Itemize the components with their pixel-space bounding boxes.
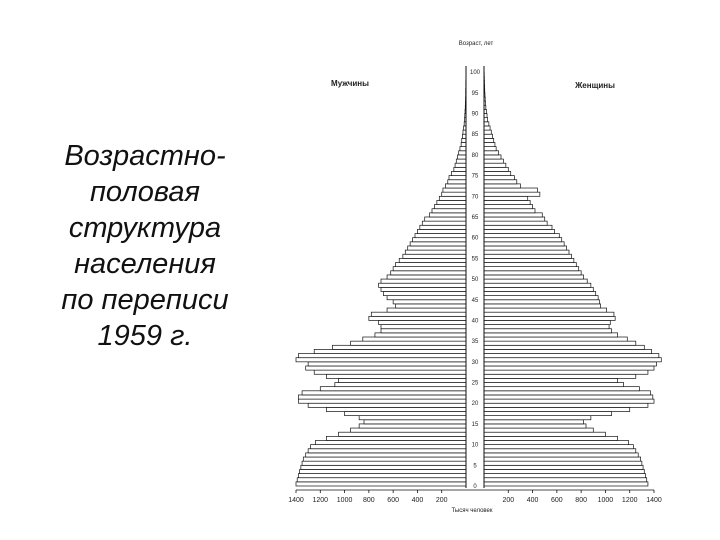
x-tick-label-right: 1200 (621, 497, 638, 504)
x-tick-label-left: 600 (387, 497, 399, 504)
bar-female-age-69 (484, 196, 528, 200)
bar-female-age-33 (484, 345, 644, 349)
bar-female-age-45 (484, 296, 598, 300)
bar-male-age-47 (381, 287, 466, 291)
bar-male-age-60 (415, 234, 466, 238)
bar-male-age-82 (461, 142, 466, 146)
bar-male-age-67 (434, 205, 466, 209)
bar-female-age-51 (484, 271, 581, 275)
bar-male-age-59 (413, 238, 466, 242)
bar-male-age-26 (326, 374, 466, 378)
bar-male-age-39 (379, 320, 466, 324)
bar-male-age-36 (375, 333, 466, 337)
bar-male-age-43 (396, 304, 466, 308)
bar-male-age-62 (420, 225, 466, 229)
x-tick-label-left: 1000 (336, 497, 353, 504)
slide-title-line: по переписи (61, 284, 229, 316)
bar-male-age-5 (302, 461, 466, 465)
bar-female-age-53 (484, 263, 576, 267)
bar-male-age-76 (454, 167, 466, 171)
bar-female-age-25 (484, 378, 618, 382)
bar-female-age-71 (484, 188, 537, 192)
bar-female-age-8 (484, 449, 636, 453)
bar-male-age-46 (383, 291, 466, 295)
bar-male-age-69 (439, 196, 466, 200)
age-tick-label: 85 (471, 132, 479, 139)
bar-male-age-38 (381, 325, 466, 329)
bar-female-age-12 (484, 432, 605, 436)
bar-female-age-77 (484, 163, 506, 167)
left-group-label: Мужчины (331, 79, 369, 88)
bar-female-age-68 (484, 200, 530, 204)
bar-male-age-51 (391, 271, 466, 275)
slide-title-line: Возрастно- (64, 140, 226, 172)
bar-male-age-54 (399, 258, 466, 262)
age-tick-label: 40 (471, 318, 479, 325)
bar-male-age-83 (462, 138, 466, 142)
bar-male-age-41 (371, 312, 466, 316)
bar-male-age-12 (339, 432, 467, 436)
bar-female-age-19 (484, 403, 648, 407)
bar-female-age-54 (484, 258, 574, 262)
bar-female-age-38 (484, 325, 609, 329)
bar-male-age-6 (303, 457, 466, 461)
bar-male-age-1 (297, 478, 466, 482)
bar-male-age-80 (459, 151, 466, 155)
x-tick-label-right: 400 (526, 497, 539, 504)
x-tick-label-left: 1400 (288, 497, 304, 504)
bar-male-age-34 (351, 341, 466, 345)
age-tick-label: 5 (473, 463, 477, 470)
bar-male-age-61 (417, 229, 466, 233)
bar-male-age-29 (308, 362, 466, 366)
age-tick-label: 95 (471, 90, 479, 97)
bar-male-age-2 (298, 474, 466, 478)
bar-female-age-63 (484, 221, 547, 225)
bar-male-age-28 (306, 366, 466, 370)
bar-male-age-84 (462, 134, 466, 138)
age-tick-label: 75 (471, 173, 479, 180)
age-tick-label: 20 (471, 401, 479, 408)
bar-male-age-58 (410, 242, 466, 246)
bar-male-age-7 (306, 453, 466, 457)
bar-male-age-66 (432, 209, 466, 213)
bar-female-age-70 (484, 192, 540, 196)
bar-female-age-56 (484, 250, 569, 254)
bar-male-age-50 (387, 275, 466, 279)
age-tick-label: 45 (471, 297, 479, 304)
bar-female-age-81 (484, 147, 496, 151)
bar-female-age-1 (484, 478, 647, 482)
bar-male-age-23 (320, 387, 466, 391)
bar-male-age-35 (363, 337, 466, 341)
bar-female-age-65 (484, 213, 542, 217)
x-tick-label-right: 1400 (646, 497, 662, 504)
bar-male-age-37 (381, 329, 466, 333)
bar-male-age-21 (298, 395, 466, 399)
bar-male-age-4 (301, 465, 466, 469)
bar-female-age-83 (484, 138, 494, 142)
bar-male-age-70 (442, 192, 466, 196)
bar-female-age-40 (484, 316, 615, 320)
bar-female-age-42 (484, 308, 607, 312)
bar-male-age-15 (364, 420, 466, 424)
bar-female-age-76 (484, 167, 508, 171)
bar-male-age-71 (443, 188, 466, 192)
bar-female-age-30 (484, 358, 661, 362)
bar-male-age-73 (448, 180, 466, 184)
age-tick-label: 90 (471, 111, 479, 118)
bar-female-age-18 (484, 407, 630, 411)
age-tick-label: 60 (471, 235, 479, 242)
bar-male-age-63 (422, 221, 466, 225)
bar-male-age-40 (369, 316, 466, 320)
bar-male-age-22 (302, 391, 466, 395)
bar-female-age-11 (484, 436, 618, 440)
bar-female-age-48 (484, 283, 591, 287)
bar-female-age-23 (484, 387, 639, 391)
bar-female-age-67 (484, 205, 533, 209)
bar-female-age-37 (484, 329, 612, 333)
age-tick-label: 50 (471, 277, 479, 284)
bar-male-age-24 (335, 383, 466, 387)
x-tick-label-right: 200 (502, 497, 515, 504)
bar-male-age-74 (449, 176, 466, 180)
bar-male-age-64 (425, 217, 466, 221)
bar-female-age-49 (484, 279, 587, 283)
age-tick-label: 0 (473, 484, 477, 490)
bar-female-age-58 (484, 242, 564, 246)
bar-male-age-17 (345, 412, 466, 416)
bar-female-age-35 (484, 337, 627, 341)
bar-male-age-72 (445, 184, 466, 188)
bar-male-age-33 (332, 345, 466, 349)
bar-female-age-73 (484, 180, 517, 184)
bar-female-age-74 (484, 176, 514, 180)
bar-female-age-20 (484, 399, 654, 403)
bar-female-age-60 (484, 234, 559, 238)
bar-female-age-7 (484, 453, 638, 457)
x-tick-label-left: 200 (435, 497, 448, 504)
age-tick-label: 35 (471, 339, 479, 346)
age-tick-label: 55 (471, 256, 479, 263)
bar-female-age-78 (484, 159, 503, 163)
bar-female-age-22 (484, 391, 650, 395)
bar-female-age-24 (484, 383, 624, 387)
slide-title-line: структура (68, 212, 222, 244)
bar-female-age-80 (484, 151, 499, 155)
bar-female-age-9 (484, 445, 633, 449)
bar-female-age-32 (484, 349, 652, 353)
bar-female-age-6 (484, 457, 641, 461)
bar-female-age-41 (484, 312, 614, 316)
bar-female-age-43 (484, 304, 601, 308)
bar-female-age-10 (484, 440, 629, 444)
bar-female-age-0 (484, 482, 648, 486)
bar-male-age-78 (456, 159, 466, 163)
bar-male-age-14 (359, 424, 466, 428)
x-tick-label-left: 800 (363, 497, 375, 504)
bar-female-age-59 (484, 238, 562, 242)
x-tick-label-left: 400 (411, 497, 424, 504)
bar-male-age-30 (296, 358, 466, 362)
age-tick-label: 30 (471, 359, 479, 366)
bar-male-age-49 (381, 279, 466, 283)
bar-female-age-4 (484, 465, 643, 469)
bar-female-age-44 (484, 300, 599, 304)
bar-female-age-86 (484, 126, 490, 130)
bar-female-age-61 (484, 229, 554, 233)
bar-female-age-17 (484, 412, 612, 416)
bar-male-age-77 (455, 163, 466, 167)
bar-male-age-19 (308, 403, 466, 407)
bar-male-age-68 (437, 200, 466, 204)
slide-title-line: половая (89, 176, 201, 208)
bar-female-age-5 (484, 461, 642, 465)
age-tick-label: 80 (471, 152, 479, 159)
bar-female-age-72 (484, 184, 520, 188)
bar-female-age-62 (484, 225, 552, 229)
bars-group (296, 68, 661, 486)
bar-male-age-32 (314, 349, 466, 353)
bar-male-age-75 (451, 171, 466, 175)
bar-female-age-13 (484, 428, 593, 432)
axis-top-label: Возраст, лет (458, 41, 494, 47)
bar-female-age-79 (484, 155, 501, 159)
bar-male-age-57 (408, 246, 466, 250)
bar-female-age-15 (484, 420, 584, 424)
bar-male-age-18 (326, 407, 466, 411)
bar-female-age-87 (484, 122, 489, 126)
bar-female-age-27 (484, 370, 648, 374)
bar-female-age-31 (484, 354, 659, 358)
bar-female-age-50 (484, 275, 584, 279)
x-tick-label-right: 800 (575, 497, 587, 504)
bar-male-age-8 (308, 449, 466, 453)
bar-female-age-84 (484, 134, 493, 138)
bar-male-age-65 (430, 213, 466, 217)
bar-female-age-82 (484, 142, 495, 146)
bar-male-age-53 (396, 263, 466, 267)
bar-male-age-0 (296, 482, 466, 486)
bar-female-age-2 (484, 474, 646, 478)
x-axis-label: Тысяч человек (451, 508, 493, 514)
bar-male-age-13 (351, 428, 466, 432)
bar-female-age-47 (484, 287, 593, 291)
bar-female-age-55 (484, 254, 571, 258)
bar-male-age-20 (298, 399, 466, 403)
bar-male-age-42 (387, 308, 466, 312)
bar-female-age-36 (484, 333, 618, 337)
bar-male-age-56 (405, 250, 466, 254)
bar-male-age-81 (460, 147, 466, 151)
bar-male-age-79 (458, 155, 467, 159)
bar-male-age-27 (314, 370, 466, 374)
bar-male-age-31 (298, 354, 466, 358)
bar-female-age-85 (484, 130, 491, 134)
slide-title-line: населения (74, 248, 216, 280)
bar-male-age-11 (326, 436, 466, 440)
age-tick-label: 15 (471, 421, 479, 428)
bar-female-age-64 (484, 217, 545, 221)
bar-male-age-48 (379, 283, 466, 287)
bar-male-age-3 (300, 469, 466, 473)
bar-female-age-52 (484, 267, 579, 271)
bar-male-age-55 (403, 254, 466, 258)
bar-male-age-52 (393, 267, 466, 271)
bar-male-age-25 (339, 378, 467, 382)
bar-female-age-14 (484, 424, 586, 428)
bar-female-age-28 (484, 366, 654, 370)
slide-title-line: 1959 г. (97, 320, 193, 352)
bar-female-age-39 (484, 320, 610, 324)
bar-male-age-44 (393, 300, 466, 304)
bar-female-age-29 (484, 362, 656, 366)
bar-female-age-66 (484, 209, 535, 213)
bar-female-age-88 (484, 118, 488, 122)
age-tick-label: 10 (471, 442, 479, 449)
bar-female-age-16 (484, 416, 591, 420)
bar-female-age-21 (484, 395, 653, 399)
bar-female-age-34 (484, 341, 636, 345)
bar-male-age-9 (311, 445, 466, 449)
bar-female-age-3 (484, 469, 644, 473)
x-tick-label-left: 1200 (312, 497, 329, 504)
x-tick-label-right: 600 (551, 497, 563, 504)
bar-male-age-16 (359, 416, 466, 420)
right-group-label: Женщины (575, 81, 615, 90)
age-tick-label: 65 (471, 214, 479, 221)
age-tick-label: 70 (471, 194, 479, 201)
x-tick-label-right: 1000 (597, 497, 614, 504)
bar-male-age-10 (315, 440, 466, 444)
bar-female-age-46 (484, 291, 596, 295)
bar-female-age-26 (484, 374, 636, 378)
bar-male-age-45 (387, 296, 466, 300)
bar-female-age-75 (484, 171, 511, 175)
age-tick-label: 25 (471, 380, 479, 387)
age-tick-label: 100 (469, 70, 481, 77)
bar-female-age-57 (484, 246, 567, 250)
